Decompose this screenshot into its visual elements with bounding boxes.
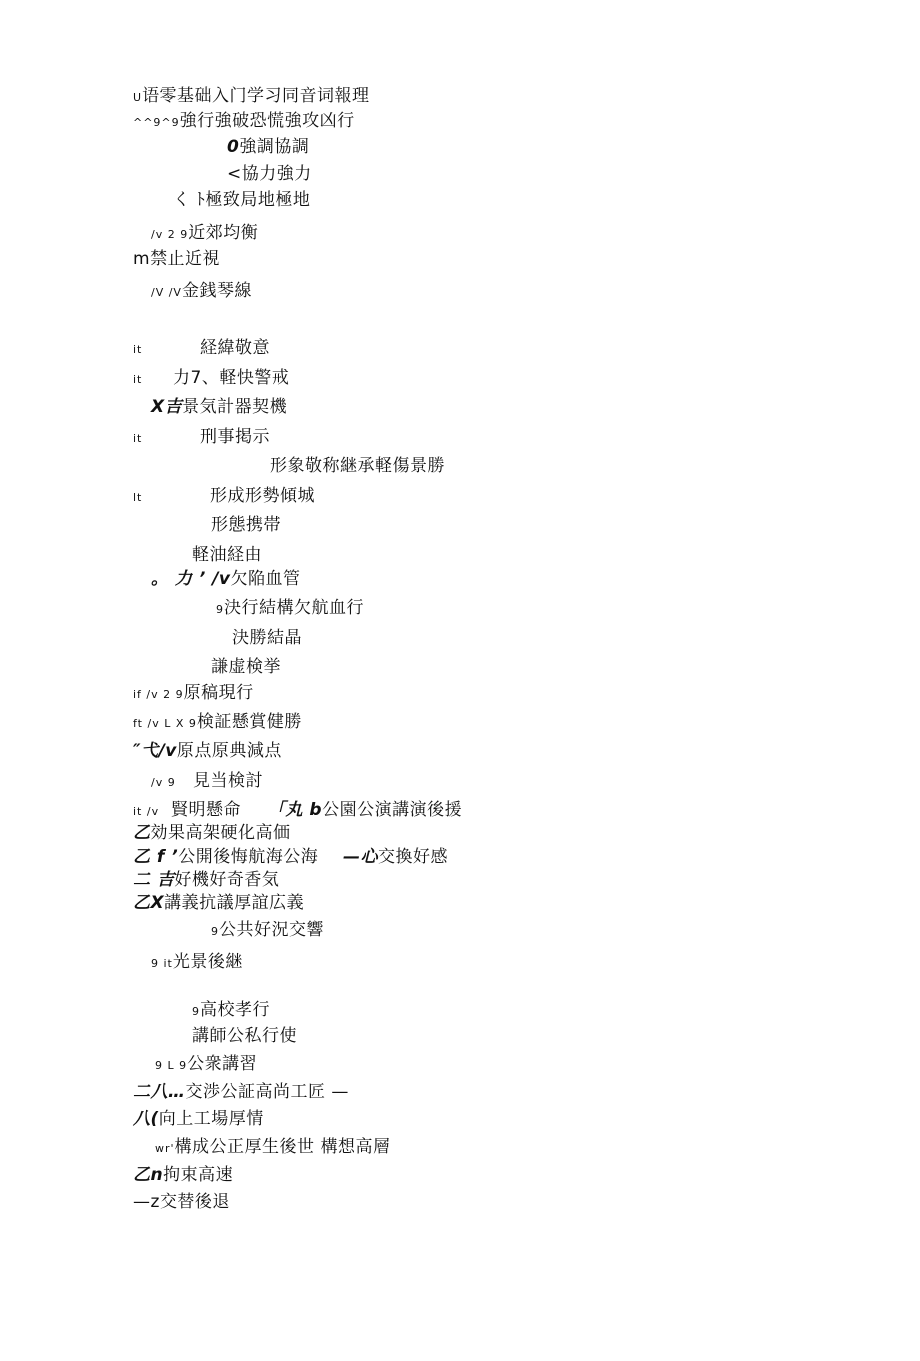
line-text: 近郊均衡 (188, 223, 259, 243)
line-text: 構成公正厚生後世 構想高層 (174, 1137, 391, 1157)
line-text: 検証懸賞健勝 (196, 712, 302, 732)
line-prefix: ^^9^9 (133, 116, 180, 129)
line-text: 決行結構欠航血行 (224, 598, 364, 618)
line-text: 拘束高速 (163, 1165, 234, 1185)
text-line (133, 800, 241, 822)
text-line-right (343, 847, 448, 867)
line-prefix: X吉 (151, 397, 183, 417)
text-line (155, 1137, 390, 1159)
line-prefix: 0 (227, 137, 240, 157)
line-text: 効果高架硬化高価 (150, 823, 291, 843)
line-text: 交渉公証高尚工匠 — (185, 1082, 349, 1102)
line-text: 決勝結晶 (232, 628, 302, 648)
text-line (133, 712, 302, 734)
line-text: 経緯敬意 (200, 338, 270, 358)
text-line (133, 823, 291, 843)
text-line (133, 741, 282, 761)
line-prefix: —z (133, 1192, 160, 1212)
line-prefix: /v 9 (151, 776, 176, 789)
line-text: 高校孝行 (200, 1000, 270, 1020)
line-text: 見当検討 (193, 771, 263, 791)
line-prefix: 9 L 9 (155, 1059, 188, 1072)
line-text: 禁止近視 (150, 249, 221, 269)
line-prefix: 乙X (133, 893, 165, 913)
line-text: 原点原典減点 (176, 741, 282, 761)
line-text: 強行強破恐慌強攻凶行 (179, 111, 355, 131)
line-text: 形態携帯 (211, 515, 281, 535)
line-prefix: /v 2 9 (151, 228, 189, 241)
line-prefix: it (133, 343, 143, 356)
line-prefix: /V /V (151, 286, 182, 299)
text-line (216, 598, 364, 620)
text-line-right (268, 800, 462, 820)
line-prefix: ″弋/v (133, 741, 177, 761)
text-line (173, 190, 310, 210)
line-prefix: —心 (343, 847, 378, 867)
text-line (232, 628, 302, 648)
line-prefix: 二八… (133, 1082, 186, 1102)
line-text: 謙虚検挙 (211, 657, 281, 677)
text-line (151, 771, 263, 793)
text-line (133, 1165, 233, 1185)
line-prefix: 9 it (151, 957, 173, 970)
line-text: 公開後悔航海公海 (178, 847, 319, 867)
line-prefix: wr' (155, 1142, 175, 1155)
line-prefix: 9 (216, 603, 224, 616)
line-prefix: < (227, 164, 242, 184)
text-line (133, 893, 304, 913)
text-line (151, 569, 301, 589)
text-line (133, 86, 370, 108)
line-prefix: 「丸 b (268, 800, 323, 820)
line-prefix: く ﾄ (173, 190, 206, 210)
line-prefix: U (133, 91, 143, 104)
text-line (151, 223, 258, 245)
line-prefix: it (133, 373, 143, 386)
line-text: 軽油経由 (192, 545, 262, 565)
text-line (133, 249, 220, 269)
line-text: 交換好感 (378, 847, 448, 867)
line-text: 協力強力 (241, 164, 312, 184)
text-line (133, 870, 279, 890)
text-line (155, 1054, 257, 1076)
line-text: 金銭琴線 (181, 281, 252, 301)
line-text: 賢明懸命 (171, 800, 241, 820)
text-line (227, 164, 312, 184)
line-text: 语零基础入门学习同音词報理 (142, 86, 370, 106)
text-line (151, 952, 243, 974)
text-line (211, 920, 324, 942)
text-line (211, 515, 281, 535)
line-text: 刑事掲示 (200, 427, 270, 447)
text-line (133, 1109, 264, 1129)
text-line (227, 137, 309, 157)
line-text: 光景後継 (172, 952, 243, 972)
text-line (133, 1192, 230, 1212)
line-prefix: m (133, 249, 151, 269)
text-line (211, 657, 281, 677)
line-text: 強調協調 (239, 137, 310, 157)
text-line (133, 111, 355, 133)
line-text: 欠陥血管 (230, 569, 301, 589)
line-prefix: 八( (133, 1109, 159, 1129)
line-text: 形象敬称継承軽傷景勝 (270, 456, 445, 476)
text-line (270, 456, 445, 476)
text-line (192, 1026, 297, 1046)
line-text: 交替後退 (159, 1192, 230, 1212)
text-line (133, 427, 270, 449)
line-text: 講師公私行使 (192, 1026, 297, 1046)
line-text: 公園公演講演後援 (322, 800, 463, 820)
text-line (192, 1000, 270, 1022)
line-prefix: 二 吉 (133, 870, 175, 890)
line-prefix: it /v (133, 805, 160, 818)
text-line (133, 368, 289, 390)
line-prefix: 乙 (133, 823, 151, 843)
line-text: 公衆講習 (187, 1054, 258, 1074)
line-text: 極致局地極地 (205, 190, 311, 210)
text-line (133, 847, 318, 867)
text-line (192, 545, 262, 565)
line-text: 景気計器契機 (182, 397, 288, 417)
line-text: 原稿現行 (183, 683, 254, 703)
text-line (133, 1082, 349, 1102)
line-prefix: ft /v L X 9 (133, 717, 197, 730)
line-prefix: 乙n (133, 1165, 164, 1185)
line-prefix: it (133, 432, 143, 445)
line-text: 講義抗議厚誼広義 (164, 893, 305, 913)
text-line (133, 683, 254, 705)
line-text: 力7、軽快警戒 (173, 368, 290, 388)
line-text: 向上工場厚情 (158, 1109, 264, 1129)
line-text: 好機好奇香気 (174, 870, 280, 890)
line-prefix: lt (133, 491, 143, 504)
line-prefix: 9 (211, 925, 219, 938)
line-prefix: 。 力 ’ /v (151, 569, 231, 589)
line-prefix: 9 (192, 1005, 200, 1018)
line-text: 形成形勢傾城 (210, 486, 315, 506)
text-line (151, 281, 252, 303)
line-prefix: 乙 f ’ (133, 847, 179, 867)
line-prefix: if /v 2 9 (133, 688, 184, 701)
text-line (133, 486, 315, 508)
line-text: 公共好況交響 (219, 920, 324, 940)
text-line (151, 397, 287, 417)
text-line (133, 338, 270, 360)
